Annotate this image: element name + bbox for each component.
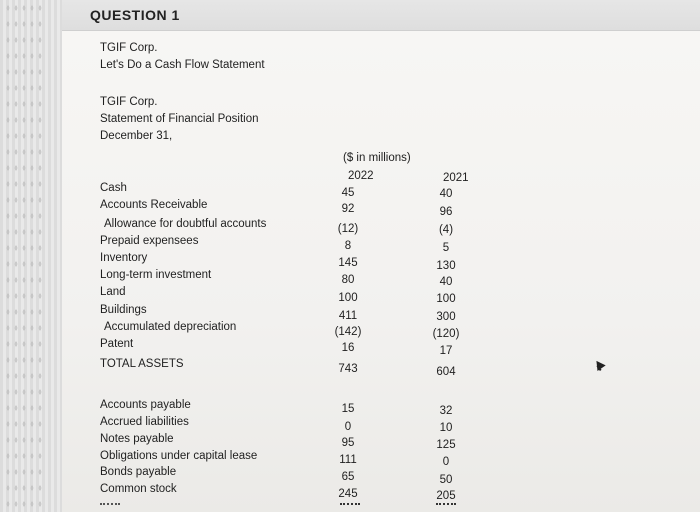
left-sidebar-strip [0,0,62,512]
asset-value-2021: 40 [439,188,453,200]
liability-value-2022: 111 [339,454,357,466]
asset-value-2021: 100 [436,293,456,305]
asset-value-2022: 411 [338,310,358,322]
liability-label: Common stock [100,483,177,495]
liability-value-2021: 50 [439,474,453,486]
liability-value-2021: 10 [439,422,453,434]
liability-label: Bonds payable [100,466,177,478]
sidebar-dots [4,0,44,512]
statement-date: December 31, [100,130,173,142]
asset-value-2021: 40 [439,276,453,288]
liability-value-2022: 65 [341,471,355,483]
asset-value-2022: (142) [334,326,362,338]
asset-value-2022: 80 [341,274,355,286]
intro-company: TGIF Corp. [100,42,158,54]
liability-value-2022: 95 [341,437,355,449]
liability-value-2021: 125 [436,439,456,451]
year-2021-header: 2021 [443,172,469,184]
units-header: ($ in millions) [343,152,411,164]
total-assets-2021: 604 [436,366,456,378]
asset-value-2022: 45 [341,187,355,199]
asset-value-2022: 145 [338,257,358,269]
asset-label: Land [100,286,126,298]
asset-value-2021: (4) [438,224,454,236]
asset-value-2021: 96 [439,206,453,218]
cropped-row-marker [100,503,120,507]
asset-value-2022: 16 [341,342,355,354]
asset-label: Long-term investment [100,269,212,281]
liability-value-2021: 0 [442,456,450,468]
asset-value-2021: 5 [442,242,450,254]
liability-value-2022: 245 [338,488,358,500]
total-assets-2022: 743 [338,363,358,375]
asset-value-2022: 92 [341,203,355,215]
asset-label: Patent [100,338,134,350]
asset-value-2022: 8 [344,240,352,252]
asset-value-2022: (12) [337,223,359,235]
liability-label: Accounts payable [100,399,191,411]
statement-title: Statement of Financial Position [100,113,259,125]
asset-value-2021: 130 [436,260,456,272]
asset-value-2021: 17 [439,345,453,357]
total-assets-label: TOTAL ASSETS [100,358,184,370]
asset-label: Cash [100,182,127,194]
asset-value-2021: 300 [436,311,456,323]
asset-label: Buildings [100,304,147,316]
asset-value-2022: 100 [338,292,358,304]
asset-label: Accounts Receivable [100,199,208,211]
intro-subtitle: Let's Do a Cash Flow Statement [100,59,265,71]
asset-value-2021: (120) [432,328,460,340]
question-title: QUESTION 1 [90,7,180,23]
asset-label: Inventory [100,252,148,264]
year-2022-header: 2022 [348,170,374,182]
statement-company: TGIF Corp. [100,96,158,108]
liability-value-2022: 0 [344,421,352,433]
cropped-row-marker [436,503,456,507]
asset-label: Accumulated depreciation [104,321,237,333]
liability-value-2022: 15 [341,403,355,415]
liability-label: Obligations under capital lease [100,450,258,462]
liability-value-2021: 205 [436,490,456,502]
cropped-row-marker [340,503,360,507]
liability-label: Accrued liabilities [100,416,189,428]
liability-value-2021: 32 [439,405,453,417]
asset-label: Allowance for doubtful accounts [104,218,267,230]
asset-label: Prepaid expensees [100,235,199,247]
liability-label: Notes payable [100,433,174,445]
